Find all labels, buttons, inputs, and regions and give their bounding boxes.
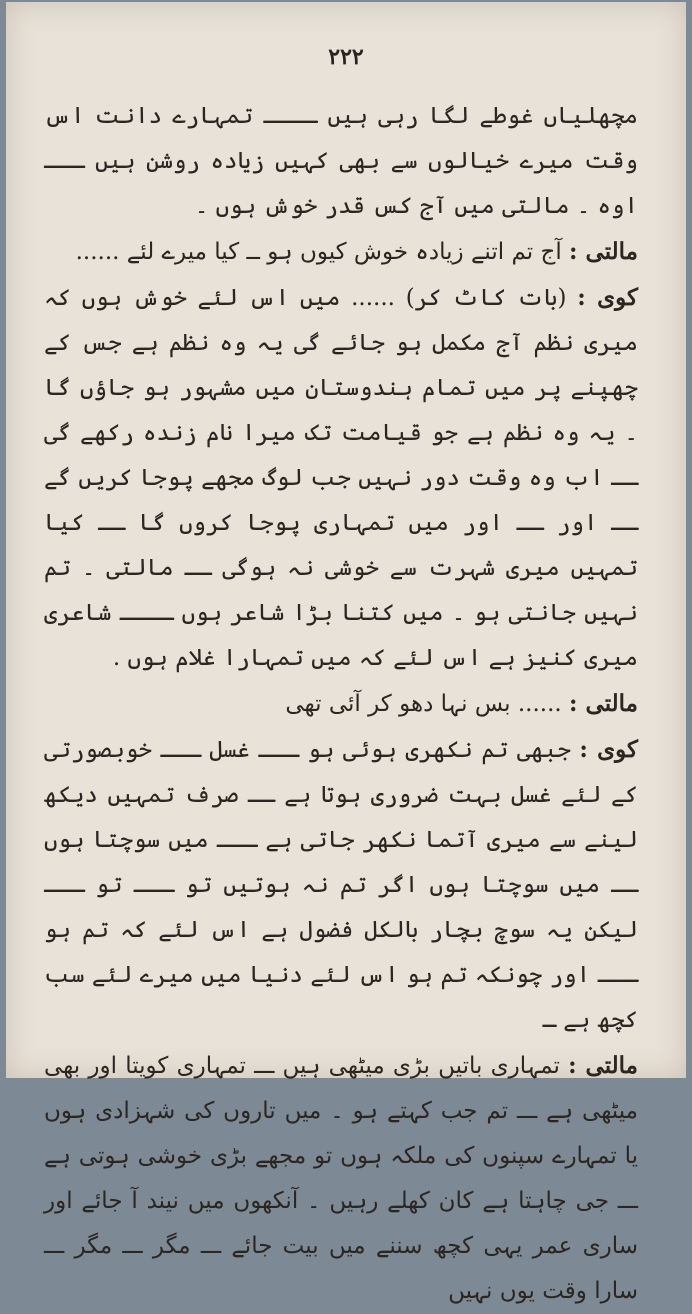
paragraph [44, 1043, 638, 1314]
paragraph-text: تمہاری باتیں بڑی میٹھی ہیں ـــ تمہاری کویتا اور بھی میٹھی ہے ـــ تم جب کہتے ہو ۔ میں تاروں کی شہزادی ہوں یا تمہارے سپنوں کی ملکہ ہوں تو مجھے بڑی خوشی ہوتی ہے ـــ جی چاہتا ہے کان کھلے رہیں ۔ آنکھوں میں نیند آ جائے اور ساری عمر یہی کچھ سننے میں بیت جائے ـــ مگر ـــ مگر ـــ سارا وقت یوں نہیں [44, 1053, 638, 1304]
paragraph-text: جبھی تم نکھری ہوئی ہو ـــ غسل ـــ خوبصورتی کے لئے غسل بہت ضروری ہوتا ہے ــ صرف تمہیں دیکھ لینے سے میری آتما نکھر جاتی ہے ـــ میں سوچتا ہوں ــ میں سوچتا ہوں اگر تم نہ ہوتیں تو ـــ تو ـــ لیکن یہ سوچ بچار بالکل فضول ہے اس لئے کہ تم ہو ـــ اور چونکہ تم ہو اس لئے دنیا میں میرے لئے سب کچھ ہے ـ [44, 737, 638, 1033]
paragraph-text: آج تم اتنے زیادہ خوش کیوں ہو ــ کیا میرے لئے ...... [75, 239, 562, 265]
speaker-name: مالتی : [568, 1052, 639, 1079]
paragraph [44, 229, 638, 275]
speaker-name: کوی : [579, 736, 638, 763]
paragraph-text: مچھلیاں غوطے لگا رہی ہیں ــــ تمہارے دانت اس وقت میرے خیالوں سے بھی کہیں زیادہ روشن ہیں ـــ اوہ ۔ مالتی میں آج کس قدر خوش ہوں ۔ [44, 103, 638, 219]
speaker-name: کوی : [577, 284, 639, 311]
speaker-name: مالتی : [569, 690, 638, 717]
paragraph-text: ...... بس نہا دھو کر آئی تھی [285, 691, 562, 717]
paragraph [44, 681, 638, 727]
paragraph [44, 275, 638, 681]
dialogue-body [44, 94, 638, 1314]
paragraph [44, 727, 638, 1043]
paragraph-text: (بات کاٹ کر) ...... میں اس لئے خوش ہوں کہ میری نظم آج مکمل ہو جائے گی یہ وہ نظم ہے جس کے چھپنے پر میں تمام ہندوستان میں مشہور ہو جاؤں گا ۔ یہ وہ نظم ہے جو قیامت تک میرا نام زندہ رکھے گی ــ اب وہ وقت دور نہیں جب لوگ مجھے پوجا کریں گے ــ اور ــ اور میں تمہاری پوجا کروں گا ــ کیا تمہیں میری شہرت سے خوشی نہ ہوگی ــ مالتی ۔ تم نہیں جانتی ہو ۔ میں کتنا بڑا شاعر ہوں ــــ شاعری میری کنیز ہے اس لئے کہ میں تمہارا غلام ہوں . [44, 285, 638, 671]
speaker-name: مالتی : [569, 238, 638, 265]
book-page [6, 2, 686, 1304]
page-number: ۲۲۲ [328, 44, 364, 70]
paragraph [44, 94, 638, 229]
